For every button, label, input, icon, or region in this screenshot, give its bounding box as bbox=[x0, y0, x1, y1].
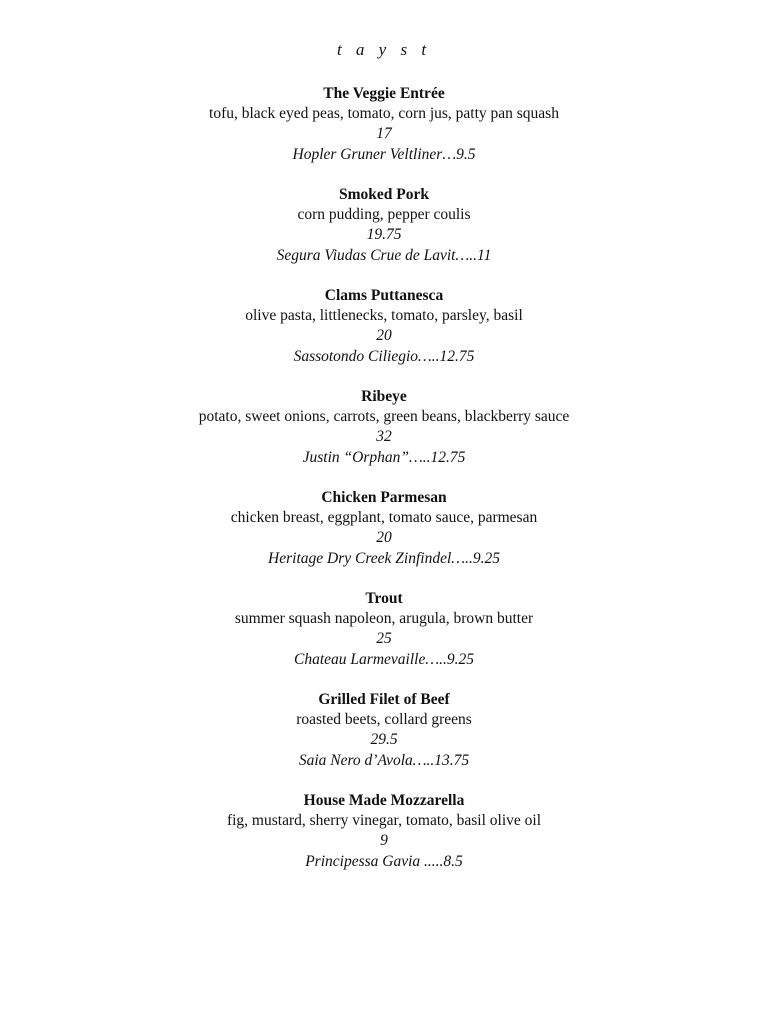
restaurant-title: t a y s t bbox=[336, 40, 432, 59]
dish-price: 20 bbox=[376, 327, 392, 344]
dish-name: Ribeye bbox=[361, 388, 407, 405]
wine-pairing: Justin “Orphan”…..12.75 bbox=[302, 449, 466, 466]
dish-name: Chicken Parmesan bbox=[321, 489, 447, 506]
dish-name: The Veggie Entrée bbox=[323, 85, 445, 102]
wine-pairing: Saia Nero d’Avola…..13.75 bbox=[298, 752, 470, 769]
dish-trout bbox=[0, 589, 768, 670]
dish-price: 29.5 bbox=[370, 731, 398, 748]
dish-chicken-parmesan bbox=[0, 488, 768, 569]
dish-description: roasted beets, collard greens bbox=[296, 711, 472, 728]
dish-price: 17 bbox=[376, 125, 392, 142]
wine-pairing: Hopler Gruner Veltliner…9.5 bbox=[292, 146, 476, 163]
dish-veggie-entree bbox=[0, 84, 768, 165]
dish-house-made-mozzarella bbox=[0, 791, 768, 872]
dish-ribeye bbox=[0, 387, 768, 468]
wine-pairing: Sassotondo Ciliegio…..12.75 bbox=[293, 348, 475, 365]
dish-price: 19.75 bbox=[366, 226, 402, 243]
dish-description: chicken breast, eggplant, tomato sauce, parmesan bbox=[230, 509, 538, 526]
dish-name: Grilled Filet of Beef bbox=[318, 691, 450, 708]
dish-description: olive pasta, littlenecks, tomato, parsley, basil bbox=[245, 307, 523, 324]
dish-grilled-filet-of-beef bbox=[0, 690, 768, 771]
wine-pairing: Principessa Gavia .....8.5 bbox=[305, 853, 463, 870]
dish-description: fig, mustard, sherry vinegar, tomato, basil olive oil bbox=[226, 812, 542, 829]
wine-pairing: Chateau Larmevaille…..9.25 bbox=[294, 651, 474, 668]
dish-name: Trout bbox=[365, 590, 403, 607]
dish-clams-puttanesca bbox=[0, 286, 768, 367]
dish-description: potato, sweet onions, carrots, green beans, blackberry sauce bbox=[198, 408, 570, 425]
dish-description: tofu, black eyed peas, tomato, corn jus, patty pan squash bbox=[209, 105, 559, 122]
dish-description: summer squash napoleon, arugula, brown butter bbox=[234, 610, 534, 627]
dish-description: corn pudding, pepper coulis bbox=[297, 206, 471, 223]
dish-name: Clams Puttanesca bbox=[324, 287, 444, 304]
wine-pairing: Heritage Dry Creek Zinfindel…..9.25 bbox=[268, 550, 500, 567]
menu-page bbox=[0, 38, 768, 892]
dish-name: House Made Mozzarella bbox=[303, 792, 465, 809]
dish-price: 20 bbox=[376, 529, 392, 546]
dish-name: Smoked Pork bbox=[339, 186, 429, 203]
dish-price: 25 bbox=[376, 630, 392, 647]
wine-pairing: Segura Viudas Crue de Lavit…..11 bbox=[276, 247, 492, 264]
dish-price: 9 bbox=[380, 832, 388, 849]
dish-smoked-pork bbox=[0, 185, 768, 266]
dish-price: 32 bbox=[376, 428, 392, 445]
